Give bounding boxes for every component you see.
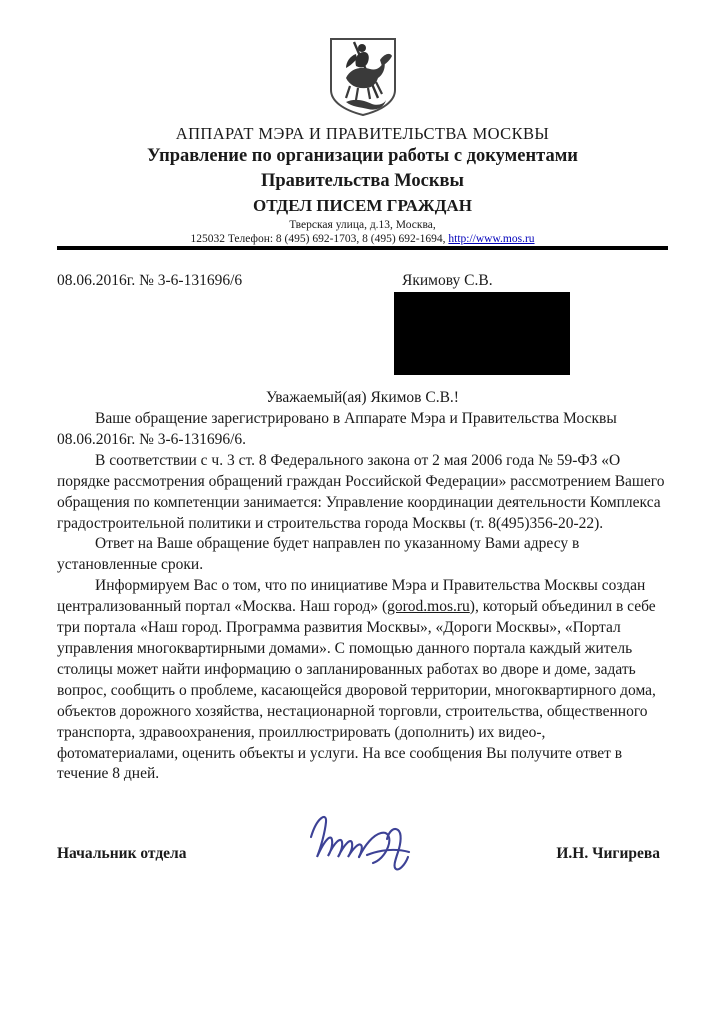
paragraph-registration: Ваше обращение зарегистрировано в Аппарате Мэра и Правительства Москвы 08.06.2016г. № 3-6-131696/6.	[57, 410, 617, 448]
contact-line	[57, 232, 668, 246]
address-line: Тверская улица, д.13, Москва,	[289, 219, 436, 231]
org-name-line2: Управление по организации работы с документами	[147, 146, 578, 166]
handwritten-signature	[297, 807, 447, 879]
department-name: ОТДЕЛ ПИСЕМ ГРАЖДАН	[253, 196, 472, 215]
paragraph-portal-info	[57, 576, 669, 785]
letter-body	[57, 409, 669, 785]
emblem-wrap	[57, 36, 668, 120]
signer-name: И.Н. Чигирева	[556, 845, 660, 862]
gorod-mos-ru-link[interactable]: gorod.mos.ru	[387, 598, 470, 616]
paragraph-response-terms: Ответ на Ваше обращение будет направлен по указанному Вами адресу в установленные сроки.	[57, 535, 580, 574]
portal-info-before-link: Информируем Вас о том, что по инициативе Мэра и Правительства Москвы создан централизованный портал «Москва. Наш город» (	[57, 577, 646, 616]
greeting-line: Уважаемый(ая) Якимов С.В.!	[266, 389, 459, 406]
registration-date-number: 08.06.2016г. № 3-6-131696/6	[57, 272, 243, 289]
letterhead	[57, 36, 668, 246]
org-name-line3: Правительства Москвы	[261, 171, 464, 191]
recipient-block	[394, 272, 570, 375]
redaction-box	[394, 292, 570, 375]
signer-position: Начальник отдела	[57, 845, 187, 862]
portal-info-after-link: ), который объединил в себе три портала «Наш город. Программа развития Москвы», «Дороги Москвы», «Портал управления многоквартирными домами». С помощью данного портала каждый житель столицы может найти информацию о запланированных работах во дворе и доме, задать вопрос, сообщить о проблеме, касающейся дворовой территории, многоквартирного дома, объектов дорожного хозяйства, нестационарной торговли, строительства, общественного транспорта, здравоохранения, проиллюстрировать (дополнить) их видео-, фотоматериалами, оценить объекты и услуги. На все сообщения Вы получите ответ в течение 8 дней.	[57, 598, 656, 783]
signature-block	[57, 843, 668, 883]
recipient-name: Якимову С.В.	[402, 272, 493, 289]
moscow-coat-of-arms-icon	[326, 36, 400, 118]
org-name-line1: АППАРАТ МЭРА И ПРАВИТЕЛЬСТВА МОСКВЫ	[175, 124, 550, 143]
contact-text: 125032 Телефон: 8 (495) 692-1703, 8 (495) 692-1694,	[190, 233, 449, 245]
mos-ru-link[interactable]: http://www.mos.ru	[448, 233, 535, 245]
letterhead-divider-rule	[57, 246, 668, 250]
paragraph-law-reference: В соответствии с ч. 3 ст. 8 Федерального закона от 2 мая 2006 года № 59-ФЗ «О порядке рассмотрения обращений граждан Российской Федерации» рассмотрением Вашего обращения по компетенции занимается: Управление координации деятельности Комплекса градостроительной политики и строительства города Москвы (т. 8(495)356-20-22).	[57, 451, 665, 532]
